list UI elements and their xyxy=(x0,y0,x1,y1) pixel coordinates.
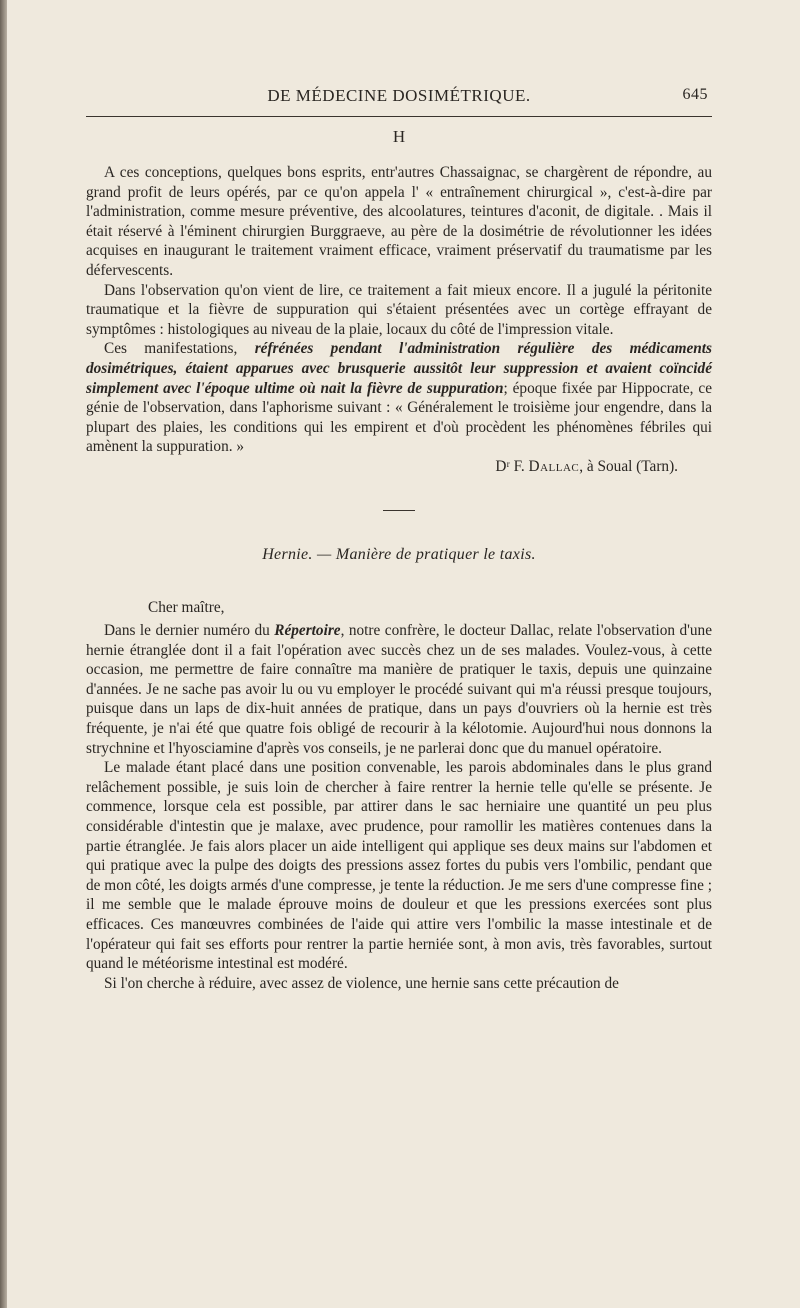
signature xyxy=(86,457,712,477)
paragraph-article-1-end: , notre confrère, le docteur Dallac, relate l'observation d'une hernie étranglée dont il a fait l'opération avec succès chez un de ses malades. Voulez-vous, à cette occasion, me permettre de faire connaître ma manière de pratiquer le taxis, depuis une quinzaine d'années. Je ne sache pas avoir lu ou vu employer le procédé suivant qui m'a réussi presque toujours, puisque dans un laps de dix-huit années de pratique, dans un pays d'ouvriers où la hernie est très fréquente, je n'ai été que quatre fois obligé de recourir à la kélotomie. Aujourd'hui nous donnons la strychnine et l'hyosciamine d'après vos conseils, je ne parlerai donc que du manuel opératoire. xyxy=(86,622,712,757)
section-separator xyxy=(383,510,415,511)
header-rule xyxy=(86,116,712,117)
signature-prefix: Dʳ F. xyxy=(495,457,529,475)
page-binding-edge xyxy=(0,0,7,1308)
paragraph-article-1-start: Dans le dernier numéro du xyxy=(104,622,275,640)
book-page xyxy=(86,80,712,993)
page-number: 645 xyxy=(682,86,708,103)
paragraph-part1-3-end: ; époque fixée par Hippocrate, ce génie de l'observation, dans l'aphorisme suivant : « Généralement le troisième jour engendre, dans la plupart des plaies, les conditions qui les empirent et d'où procèdent les phénomènes fébriles qui amènent la suppuration. » xyxy=(86,379,712,456)
running-header xyxy=(86,80,712,108)
paragraph-article-2: Le malade étant placé dans une position convenable, les parois abdominales dans le plus grand relâchement possible, je suis loin de chercher à faire rentrer la hernie telle qu'elle se présente. Je commence, lorsque cela est possible, par attirer dans le sac herniaire une quantité un peu plus considérable d'intestin que je malaxe, avec prudence, pour ramollir les matières contenues dans la partie étranglée. Je fais alors placer un aide intelligent qui applique ses deux mains sur l'abdomen et qui pratique avec la pulpe des doigts des pressions assez fortes du pubis vers l'ombilic, pendant que de mon côté, les doigts armés d'une compresse, je tente la réduction. Je me sers d'une compresse fine ; il me semble que le malade éprouve moins de douleur et que les pressions exercées sont plus efficaces. Ces manœuvres combinées de l'aide qui attire vers l'ombilic la masse intestinale et de l'opérateur qui fait ses efforts pour rentrer la partie herniée sont, à mon avis, très favorables, surtout quand le météorisme intestinal est modéré. xyxy=(86,759,712,973)
salutation: Cher maître, xyxy=(148,598,225,616)
article-title: Hernie. — Manière de pratiquer le taxis. xyxy=(262,545,536,563)
paragraph-article-1 xyxy=(86,621,712,758)
paragraph-part1-3-start: Ces manifestations, xyxy=(104,340,255,358)
signature-name: Dallac xyxy=(528,457,580,475)
paragraph-article-1-emphasis: Répertoire xyxy=(274,622,341,640)
paragraph-part1-2: Dans l'observation qu'on vient de lire, ce traitement a fait mieux encore. Il a jugulé la péritonite traumatique et la fièvre de suppuration qui s'étaient présentées avec un cortège effrayant de symptômes : histologiques au niveau de la plaie, locaux du côté de l'impression vitale. xyxy=(86,281,712,338)
paragraph-part1-3 xyxy=(86,339,712,457)
signature-suffix: , à Soual (Tarn). xyxy=(579,457,678,475)
paragraph-part1-1: A ces conceptions, quelques bons esprits, entr'autres Chassaignac, se chargèrent de répondre, au grand profit de leurs opérés, par ce qu'on appela l' « entraînement chirurgical », c'est-à-dire par l'administration, comme mesure préventive, des alcoolatures, teintures d'aconit, de digitale. . Mais il était réservé à l'éminent chirurgien Burggraeve, au père de la dosimétrie de révolutionner les idées acquises en inaugurant le traitement vraiment efficace, vraiment préservatif du traumatisme par les défervescents. xyxy=(86,164,712,279)
running-title: DE MÉDECINE DOSIMÉTRIQUE. xyxy=(267,86,531,105)
paragraph-part1-3-emphasis: réfrénées pendant l'administration régulière des médicaments dosimétriques, étaient apparues avec brusquerie aussitôt leur suppression et avaient coïncidé simplement avec l'époque ultime où nait la fièvre de suppuration xyxy=(86,340,712,397)
section-letter: H xyxy=(392,127,406,146)
paragraph-article-3: Si l'on cherche à réduire, avec assez de violence, une hernie sans cette précaution de xyxy=(104,974,619,992)
